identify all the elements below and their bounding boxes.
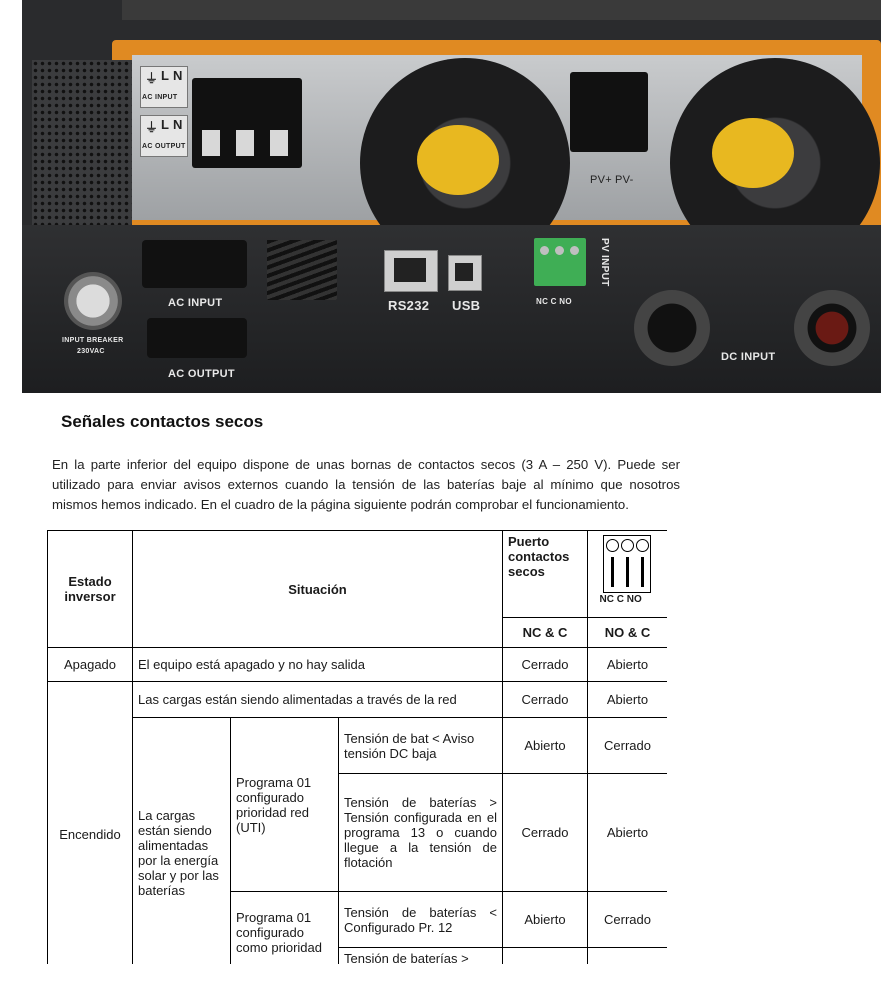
contact-circle-nc — [606, 539, 619, 552]
prog-solar: Programa 01 configurado como prioridad — [231, 892, 339, 965]
pv-terminal-block — [570, 72, 648, 152]
inverter-photo — [22, 0, 881, 393]
header-state: Estado inversor — [48, 531, 133, 648]
contact-bar-3 — [641, 557, 644, 587]
intro-paragraph: En la parte inferior del equipo dispone de unas bornas de contactos secos (3 A – 250 V). Puede ser utilizado para enviar avisos externos cuando la tensión de las baterías baje al mínimo que nosotros mismos hemos indicado. En el cuadro de la página siguiente podrán comprobar el funcionamiento. — [52, 457, 680, 512]
solar-situation: La cargas están siendo alimentadas por la energía solar y por las baterías — [133, 718, 231, 965]
contact-bar-1 — [611, 557, 614, 587]
cond1: Tensión de bat < Aviso tensión DC baja — [339, 718, 503, 774]
cond3-nc: Abierto — [503, 892, 588, 948]
ac-terminal-slot-1 — [202, 130, 220, 156]
on-state: Encendido — [48, 682, 133, 965]
header-contact-diagram — [588, 531, 668, 618]
ac-output-top-label: AC OUTPUT — [142, 143, 186, 150]
cond1-nc: Abierto — [503, 718, 588, 774]
contact-bar-2 — [626, 557, 629, 587]
housing-top — [122, 0, 881, 20]
cond2-nc: Cerrado — [503, 774, 588, 892]
cond3: Tensión de baterías < Configurado Pr. 12 — [339, 892, 503, 948]
ac-terminal-slot-3 — [270, 130, 288, 156]
contact-diagram-label: NC C NO — [599, 594, 642, 605]
contact-circle-no — [636, 539, 649, 552]
input-breaker-voltage: 230VAC — [77, 348, 105, 355]
off-nc: Cerrado — [503, 648, 588, 682]
rs232-label: RS232 — [388, 298, 430, 313]
dry-contact-screw-1 — [540, 246, 549, 255]
dry-contact-screw-3 — [570, 246, 579, 255]
pv-minus-label: PV- — [615, 174, 634, 186]
off-situation: El equipo está apagado y no hay salida — [133, 648, 503, 682]
dc-input-label: DC INPUT — [721, 351, 776, 363]
dc-input-socket-2 — [794, 290, 870, 366]
ac-input-socket — [142, 240, 247, 288]
terminal-l-label-2: L — [161, 117, 170, 132]
dry-contact-table — [47, 530, 667, 964]
fan-2-label — [712, 118, 794, 188]
pv-input-label: PV INPUT — [599, 238, 610, 287]
terminal-ground-icon-2: ⏚ — [145, 120, 159, 135]
grid-no: Abierto — [588, 682, 668, 718]
dc-input-socket-1 — [634, 290, 710, 366]
off-state: Apagado — [48, 648, 133, 682]
ac-output-socket — [147, 318, 247, 358]
cond3-no: Cerrado — [588, 892, 668, 948]
cond4-no — [588, 948, 668, 965]
cond2-no: Abierto — [588, 774, 668, 892]
ac-input-top-label: AC INPUT — [142, 94, 178, 101]
usb-label: USB — [452, 298, 481, 313]
left-vent-grille — [32, 60, 132, 230]
contact-circle-c — [621, 539, 634, 552]
contact-diagram — [600, 533, 656, 607]
off-no: Abierto — [588, 648, 668, 682]
cond4: Tensión de baterías > — [339, 948, 503, 965]
cond2: Tensión de baterías > Tensión configurada en el programa 13 o cuando llegue a la tensión de flotación — [339, 774, 503, 892]
terminal-n-label: N — [173, 68, 183, 83]
pv-plus-label: PV+ — [590, 174, 612, 186]
grid-situation: Las cargas están siendo alimentadas a través de la red — [133, 682, 503, 718]
header-situation: Situación — [133, 531, 503, 648]
ac-output-label: AC OUTPUT — [168, 368, 235, 380]
terminal-n-label-2: N — [173, 117, 183, 132]
section-title: Señales contactos secos — [61, 412, 264, 431]
input-breaker-label: INPUT BREAKER — [62, 337, 124, 344]
fan-1-label — [417, 125, 499, 195]
dry-contact-label: NC C NO — [536, 297, 572, 306]
usb-socket — [455, 263, 473, 281]
middle-vent — [267, 240, 337, 300]
input-breaker-button — [64, 272, 122, 330]
terminal-ground-icon: ⏚ — [145, 71, 159, 86]
header-port: Puerto contactos secos — [503, 531, 588, 618]
prog-grid: Programa 01 configurado prioridad red (UTI) — [231, 718, 339, 892]
ac-terminal-slot-2 — [236, 130, 254, 156]
ac-input-label: AC INPUT — [168, 297, 223, 309]
header-nc-c: NC & C — [503, 618, 588, 648]
rs232-socket — [394, 258, 426, 282]
dry-contact-screw-2 — [555, 246, 564, 255]
header-no-c: NO & C — [588, 618, 668, 648]
cond1-no: Cerrado — [588, 718, 668, 774]
grid-nc: Cerrado — [503, 682, 588, 718]
cond4-nc — [503, 948, 588, 965]
terminal-l-label: L — [161, 68, 170, 83]
